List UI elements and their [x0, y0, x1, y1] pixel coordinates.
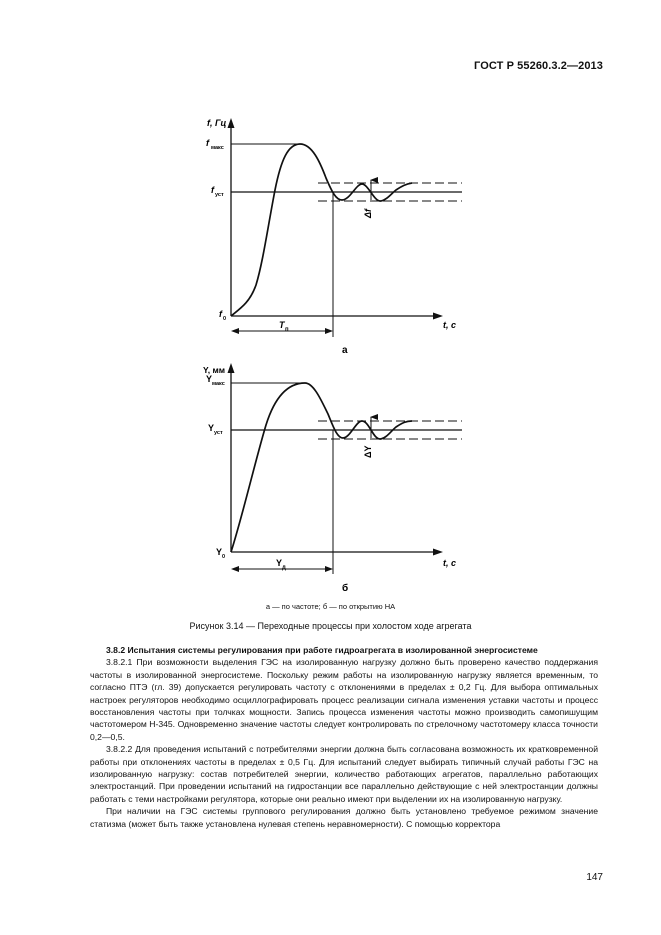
plot-b-td-sub: д	[282, 565, 286, 571]
plot-a-fmax-sub: макс	[211, 145, 224, 151]
plot-b-td-label: Y	[276, 558, 283, 568]
plot-b-panel-letter: б	[342, 583, 349, 594]
plot-a-y-axis-label: f, Гц	[207, 118, 227, 128]
figure-legend: а — по частоте; б — по открытию НА	[265, 602, 396, 611]
figure-caption: Рисунок 3.14 — Переходные процессы при холостом ходе агрегата	[189, 621, 472, 631]
plot-b-y-axis-label: Y, мм	[203, 365, 226, 375]
plot-b-td-arrow-left	[231, 566, 239, 572]
plot-a-tn-label: T	[279, 320, 285, 330]
plot-b-y0-label: Y	[216, 547, 223, 557]
plot-b-delta-label: ΔY	[363, 445, 373, 458]
paragraph-group-regulation: При наличии на ГЭС системы группового регулирования должно быть установлено требуемое режимом значение статизма (может быть также установлена нулевая степень неравномерности). С помощью корректора	[90, 806, 598, 829]
plot-a-panel-letter: а	[342, 345, 348, 356]
plot-b-y-arrow	[228, 363, 235, 373]
plot-b-td-arrow-right	[325, 566, 333, 572]
plot-a-frequency	[206, 118, 462, 356]
plot-b-ymax-sub: макс	[212, 381, 225, 387]
plot-b-ymax-label: Y	[206, 374, 213, 384]
page-number: 147	[586, 872, 603, 883]
section-heading: 3.8.2 Испытания системы регулирования при работе гидроагрегата в изолированной энергосистеме	[106, 645, 538, 655]
plot-a-transient-curve	[231, 144, 412, 316]
plot-a-fust-label: f	[211, 185, 214, 195]
paragraph-3-8-2-1: 3.8.2.1 При возможности выделения ГЭС на изолированную нагрузку должно быть проверено качество поддержания частоты в изолированной энергосистеме. Поскольку режим работы на изолированную нагрузку является временным, то согласно ПТЭ (гл. 39) допускается регулировать частоту с отклонениями в пределах ± 0,2 Гц. Для выбора оптимальных настроек регуляторов необходимо осциллографировать процесс реализации сигнала изменения уставки частоты и процесс восстановления частоты при толчках мощности. Запись процесса изменения частоты можно производить самопишущим частотомером Н-345. Одновременно значение частоты следует контролировать по стрелочному частотомеру класса точности 0,2—0,5.	[90, 657, 598, 742]
plot-a-tn-sub: п	[285, 327, 289, 333]
plot-a-f0-sub: 0	[223, 316, 227, 322]
plot-b-transient-curve	[231, 383, 412, 552]
standard-header: ГОСТ Р 55260.3.2—2013	[474, 60, 603, 72]
plot-b-y0-sub: 0	[222, 554, 226, 560]
plot-a-tn-arrow-right	[325, 328, 333, 334]
plot-a-tn-arrow-left	[231, 328, 239, 334]
plot-b-yust-sub: уст	[214, 430, 223, 436]
section-body	[90, 644, 598, 830]
plot-a-f0-label: f	[219, 309, 222, 319]
plot-b-opening	[203, 363, 462, 594]
plot-b-yust-label: Y	[208, 423, 215, 433]
plot-a-y-arrow	[228, 118, 235, 128]
plot-a-x-axis-label: t, c	[443, 320, 457, 330]
plot-b-x-axis-label: t, c	[443, 558, 457, 568]
plot-a-delta-label: Δf	[363, 208, 373, 218]
paragraph-3-8-2-2: 3.8.2.2 Для проведения испытаний с потребителями энергии должна быть согласована возможность их кратковременной работы при отклонениях частоты в пределах ± 0,5 Гц. Для испытаний следует выбирать типичный случай работы ГЭС на изолированную нагрузку: состав потребителей энергии, количество работающих агрегатов, параллельно работающих электростанций. При проведении испытаний на гидростанции все параллельно действующие с ней электростанции должны работать с теми настройками регулятора, которые они реально имеют при выделении их на изолированную нагрузку.	[90, 744, 598, 804]
plot-a-fust-sub: уст	[215, 192, 224, 198]
plot-b-x-arrow	[433, 549, 443, 556]
plot-a-fmax-label: f	[206, 138, 209, 148]
plot-a-x-arrow	[433, 313, 443, 320]
